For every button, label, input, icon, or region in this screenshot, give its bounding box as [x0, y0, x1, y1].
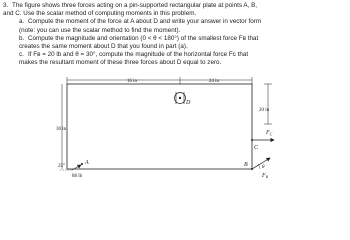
- part-b-label: b.: [19, 34, 25, 42]
- part-a-line-2: (note: you can use the scalar method to find the moment).: [19, 26, 181, 34]
- label-C: C: [254, 145, 259, 151]
- label-D: D: [186, 100, 191, 106]
- dim-16in: 16 in: [126, 79, 138, 84]
- part-c-line-2: makes the resultant moment of these three forces about D equal to zero.: [19, 59, 222, 67]
- stem-line-2: and C. Use the scalar method of computing moments in this problem.: [3, 10, 197, 18]
- pin-support-D: [175, 92, 186, 104]
- stem-line-1: The figure shows three forces acting on a pin-supported rectangular plate at points A, B,: [12, 2, 258, 9]
- force-Fb-arrow: [252, 158, 270, 169]
- dim-30in: 30 in: [56, 127, 67, 132]
- angle-A: 25°: [58, 164, 65, 169]
- label-Fb: $F_B$: [262, 173, 269, 178]
- label-theta: θ: [262, 165, 265, 170]
- problem-number: 3.: [3, 2, 9, 9]
- dim-24in: 24 in: [208, 79, 220, 84]
- part-b-line-1: Compute the magnitude and orientation (0 < θ < 180°) of the smallest force Fʙ that: [28, 34, 259, 42]
- plate-rectangle: [67, 84, 252, 169]
- dim-20in: 20 in: [259, 108, 270, 113]
- part-c-line-1: If Fʙ = 20 lb and θ = 30°, compute the magnitude of the horizontal force Fᴄ that: [28, 51, 249, 59]
- part-c-label: c.: [19, 51, 24, 59]
- label-Fc: $F_C$: [266, 130, 273, 137]
- part-a-label: a.: [19, 18, 25, 26]
- force-A-label: 88 lb: [72, 174, 83, 178]
- part-a-line-1: Compute the moment of the force at A about D and write your answer in vector form: [28, 18, 262, 26]
- part-b-line-2: creates the same moment about D that you found in part (a).: [19, 43, 188, 51]
- label-A: A: [85, 160, 89, 166]
- label-B: B: [244, 162, 248, 168]
